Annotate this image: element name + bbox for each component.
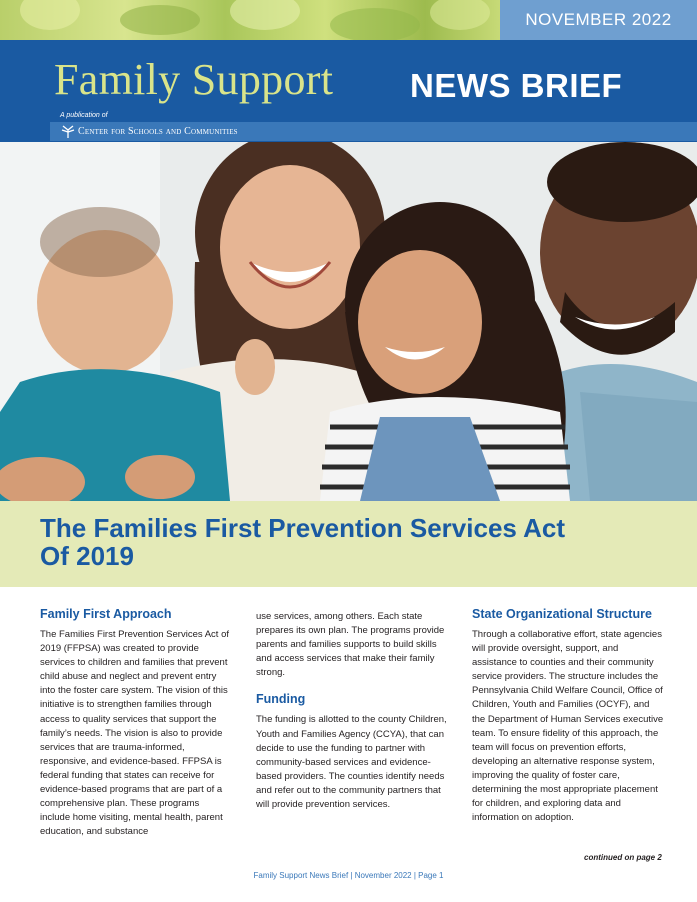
column-2	[256, 610, 448, 812]
masthead-title-script: Family Support	[54, 55, 334, 104]
leaf-banner	[0, 0, 500, 40]
page-footer: Family Support News Brief | November 2022 | Page 1	[253, 871, 444, 880]
issue-date: NOVEMBER 2022	[500, 0, 697, 40]
section-text-family-first: The Families First Prevention Services Act of 2019 (FFPSA) was created to provide services to children and families that prevent child abuse and neglect and prevent entry into the foster care system. The vision of this initiative is to strengthen families through access to quality services that support the family’s needs. The vision is also to provide services that are trauma-informed, responsive, and evidence-based. FFPSA is federal funding that states can receive for evidence-based programs that are part of a comprehensive plan. These programs include home visiting, mental health, parent education, and substance	[40, 629, 230, 838]
publication-line: A publication of	[60, 112, 108, 119]
column-3	[472, 605, 664, 825]
family-photo	[0, 142, 697, 501]
section-text-funding: The funding is allotted to the county Children, Youth and Families Agency (CCYA), that can decide to use the funding to partner with community-based services and evidence-based providers. The counties identify needs and refer out to the community partners that will provide prevention services.	[256, 714, 447, 811]
section-heading-family-first: Family First Approach	[40, 607, 172, 621]
publisher-logo-icon	[60, 125, 76, 139]
masthead-title-bold: NEWS BRIEF	[410, 67, 623, 104]
section-text-continued: use services, among others. Each state prepares its own plan. The programs provide parents and families supports to build skills and access services that make their family strong.	[256, 611, 445, 679]
article-headline: The Families First Prevention Services Act Of 2019	[40, 513, 566, 571]
section-text-state-structure: Through a collaborative effort, state agencies will provide oversight, support, and assistance to counties and their community service providers. The structure includes the Pennsylvania Child Welfare Council, Office of Children, Youth and Families (OCYF), and the Department of Human Services executive team. To ensure fidelity of this approach, the team will focus on prevention efforts, developing an alternative response system, improving the quality of foster care, determining the most appropriate placement for children, and exploring data and information on adoption.	[472, 629, 664, 824]
continued-note: continued on page 2	[584, 853, 662, 862]
column-1	[40, 605, 232, 839]
family-photo-icon	[0, 142, 697, 501]
section-heading-state-structure: State Organizational Structure	[472, 607, 652, 621]
section-heading-funding: Funding	[256, 692, 306, 707]
publisher-name: Center for Schools and Communities	[78, 126, 238, 137]
